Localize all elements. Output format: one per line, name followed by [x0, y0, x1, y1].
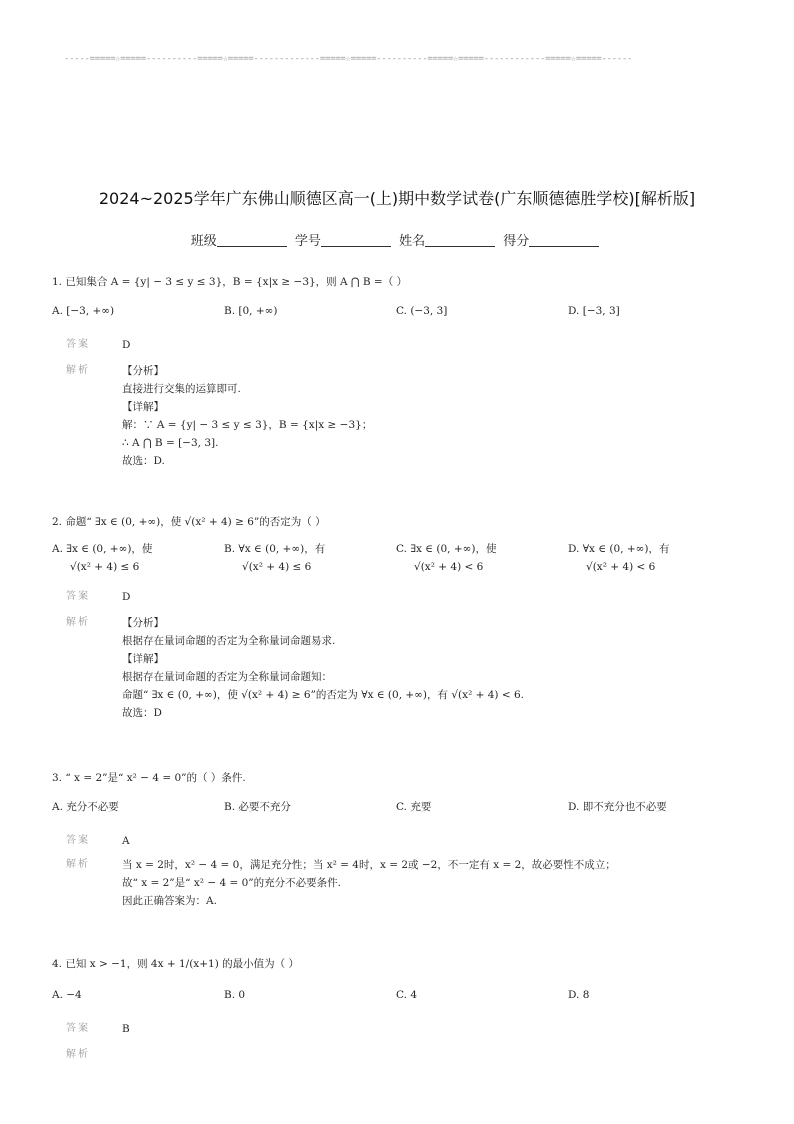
option-b[interactable] — [224, 540, 394, 576]
analysis-line: ∴ A ⋂ B = [−3, 3]. — [122, 437, 219, 449]
option-d[interactable]: D. 8 — [568, 989, 590, 1001]
analysis-line: 【分析】 — [122, 365, 164, 377]
answer-label: 答案 — [66, 1023, 90, 1034]
analysis-line: 故选：D — [122, 707, 162, 719]
option-b[interactable]: B. [0, +∞) — [224, 305, 278, 317]
option-d[interactable] — [568, 540, 738, 576]
analysis-line: 命题“ ∃x ∈ (0, +∞)，使 √(x² + 4) ≥ 6”的否定为 ∀x ∈ (0, +∞)，有 √(x² + 4) < 6. — [122, 689, 525, 701]
options — [52, 302, 742, 320]
option-math: √(x² + 4) ≤ 6 — [242, 561, 312, 573]
analysis-body — [122, 362, 742, 470]
score-label: 得分 — [503, 234, 530, 249]
analysis-line: 故选：D. — [122, 455, 165, 467]
answer-value: D — [122, 591, 131, 603]
options — [52, 798, 742, 816]
option-d[interactable]: D. 即不充分也不必要 — [568, 801, 667, 813]
id-blank[interactable] — [321, 234, 391, 247]
analysis-line: 【详解】 — [122, 653, 164, 665]
option-math: √(x² + 4) ≤ 6 — [70, 561, 140, 573]
id-label: 学号 — [294, 234, 321, 249]
option-text: D. ∀x ∈ (0, +∞)，有 — [568, 543, 670, 555]
question-1 — [52, 274, 742, 470]
option-c[interactable]: C. (−3, 3] — [396, 305, 448, 317]
answer-row — [66, 832, 742, 850]
question-stem: 3. “ x = 2”是“ x² − 4 = 0”的（ ）条件. — [52, 772, 246, 784]
analysis-label: 解析 — [66, 365, 90, 376]
question-stem: 4. 已知 x > −1，则 4x + 1/(x+1) 的最小值为（ ） — [52, 958, 299, 970]
analysis-row — [66, 614, 742, 722]
option-b[interactable]: B. 必要不充分 — [224, 801, 291, 813]
answer-value: D — [122, 339, 131, 351]
student-info-line — [0, 230, 794, 249]
options — [52, 986, 742, 1004]
answer-value: A — [122, 835, 130, 847]
option-text: A. ∃x ∈ (0, +∞)，使 — [52, 543, 153, 555]
option-c[interactable]: C. 4 — [396, 989, 418, 1001]
analysis-line: 【分析】 — [122, 617, 164, 629]
analysis-line: 故“ x = 2”是“ x² − 4 = 0”的充分不必要条件. — [122, 877, 341, 889]
option-c[interactable] — [396, 540, 566, 576]
option-b[interactable]: B. 0 — [224, 989, 246, 1001]
analysis-line: 因此正确答案为：A. — [122, 895, 217, 907]
answer-label: 答案 — [66, 339, 90, 350]
name-label: 姓名 — [399, 234, 426, 249]
analysis-body — [122, 856, 742, 910]
option-a[interactable]: A. [−3, +∞) — [52, 305, 115, 317]
question-stem: 2. 命题“ ∃x ∈ (0, +∞)，使 √(x² + 4) ≥ 6”的否定为（ ） — [52, 516, 326, 528]
option-a[interactable]: A. −4 — [52, 989, 82, 1001]
analysis-line: 当 x = 2时，x² − 4 = 0，满足充分性；当 x² = 4时，x = 2或 −2，不一定有 x = 2，故必要性不成立； — [122, 859, 616, 871]
answer-row — [66, 336, 742, 354]
question-3 — [52, 770, 742, 910]
analysis-row — [66, 856, 742, 910]
analysis-line: 直接进行交集的运算即可. — [122, 383, 241, 395]
analysis-line: 根据存在量词命题的否定为全称量词命题知： — [122, 671, 332, 683]
top-decorative-rule: -----=====☆=====----------=====☆=====-------------=====☆=====----------=====☆=====------------=====☆=====------ — [64, 54, 633, 64]
class-blank[interactable] — [217, 234, 287, 247]
answer-label: 答案 — [66, 591, 90, 602]
option-c[interactable]: C. 充要 — [396, 801, 432, 813]
option-math: √(x² + 4) < 6 — [586, 561, 656, 573]
page-title: 2024~2025学年广东佛山顺德区高一(上)期中数学试卷(广东顺德德胜学校)[解析版] — [98, 189, 696, 208]
analysis-body — [122, 614, 742, 722]
analysis-label: 解析 — [66, 1049, 90, 1060]
class-label: 班级 — [190, 234, 217, 249]
analysis-line: 【详解】 — [122, 401, 164, 413]
answer-row — [66, 1020, 742, 1038]
question-stem: 1. 已知集合 A = {y| − 3 ≤ y ≤ 3}，B = {x|x ≥ −3}，则 A ⋂ B =（ ） — [52, 276, 408, 288]
option-a[interactable]: A. 充分不必要 — [52, 801, 119, 813]
answer-row — [66, 588, 742, 606]
score-blank[interactable] — [529, 234, 599, 247]
name-blank[interactable] — [425, 234, 495, 247]
answer-label: 答案 — [66, 835, 90, 846]
option-text: C. ∃x ∈ (0, +∞)，使 — [396, 543, 497, 555]
analysis-line: 根据存在量词命题的否定为全称量词命题易求. — [122, 635, 336, 647]
answer-value: B — [122, 1023, 130, 1035]
options — [52, 540, 742, 576]
option-text: B. ∀x ∈ (0, +∞)，有 — [224, 543, 326, 555]
option-math: √(x² + 4) < 6 — [414, 561, 484, 573]
question-2 — [52, 514, 742, 722]
analysis-label: 解析 — [66, 617, 90, 628]
option-a[interactable] — [52, 540, 222, 576]
analysis-row — [66, 362, 742, 470]
question-4 — [52, 956, 742, 1060]
analysis-label: 解析 — [66, 859, 90, 870]
analysis-line: 解：∵ A = {y| − 3 ≤ y ≤ 3}，B = {x|x ≥ −3}； — [122, 419, 373, 431]
option-d[interactable]: D. [−3, 3] — [568, 305, 620, 317]
